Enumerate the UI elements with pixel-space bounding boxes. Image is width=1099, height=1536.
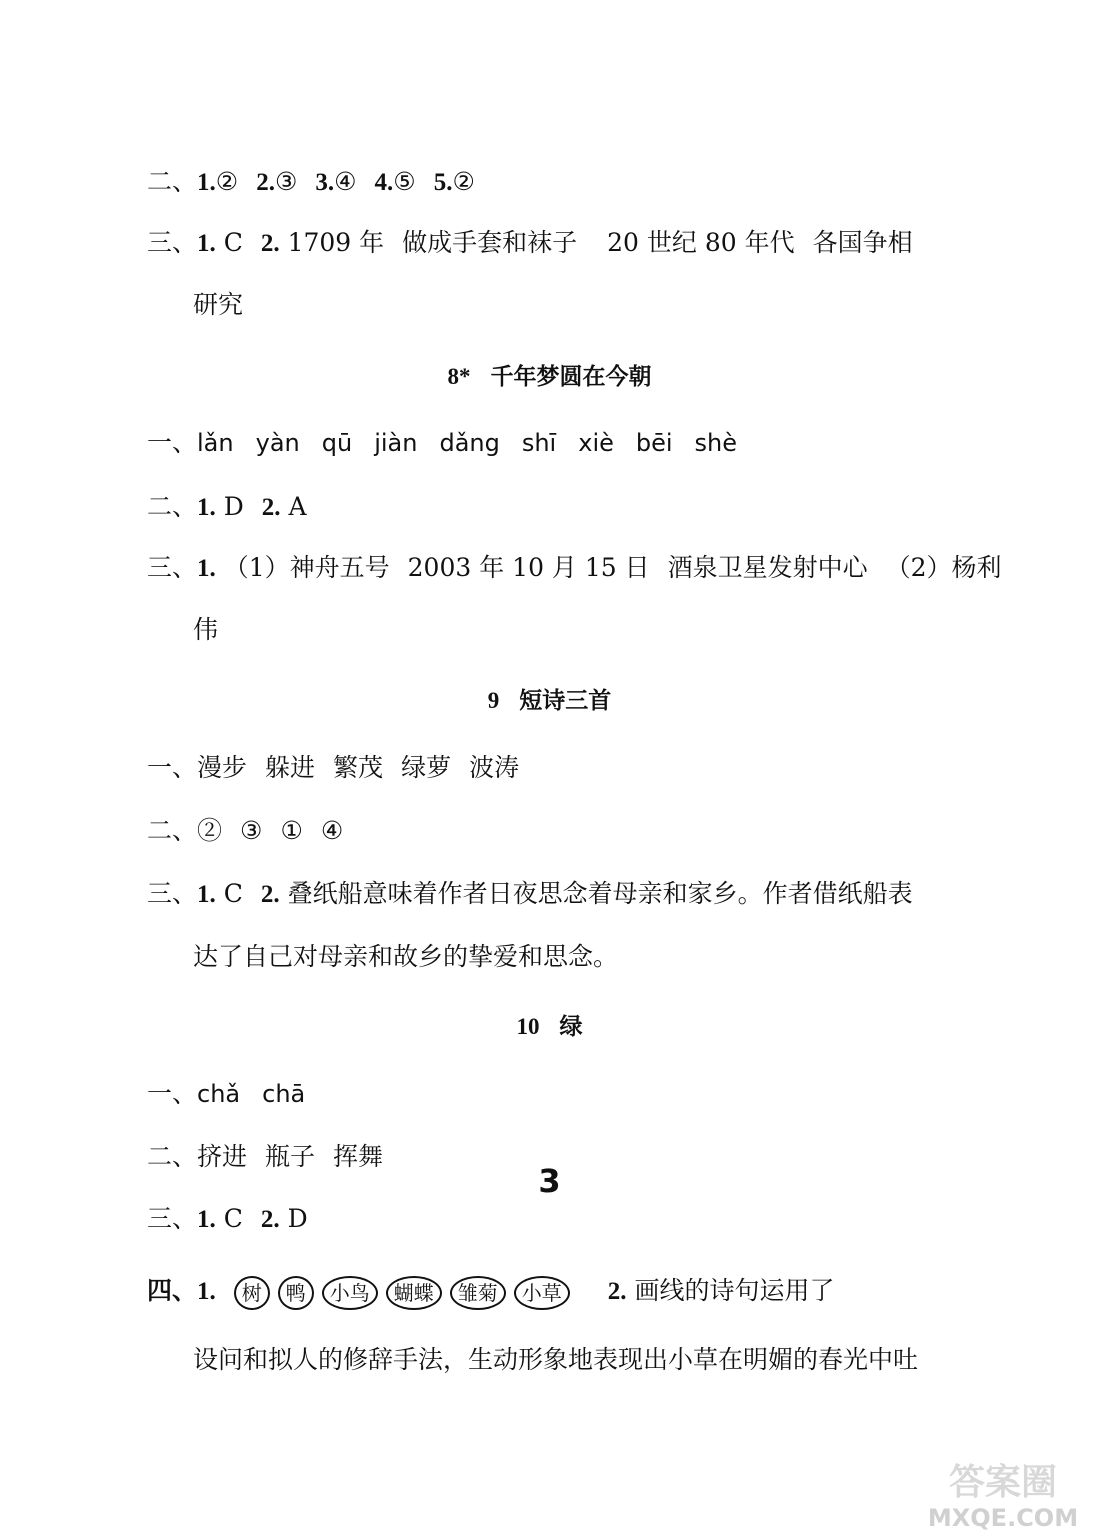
- answer-line-3-cont: 研究: [193, 290, 244, 319]
- watermark-logo: [915, 1452, 1091, 1532]
- circled-word: 雏菊: [450, 1276, 506, 1310]
- answer-line-3c: 三、1. C 2. 叠纸船意味着作者日夜思念着母亲和家乡。作者借纸船表: [147, 879, 913, 908]
- circled-word: 鸭: [278, 1276, 314, 1310]
- marks-line: 二、② ③ ① ④: [147, 816, 344, 845]
- answer-line-2b: 二、1. D 2. A: [147, 492, 307, 521]
- answer-line-3: 三、1. C 2. 1709 年 做成手套和袜子 20 世纪 80 年代 各国争相: [147, 228, 913, 257]
- section-heading-8: 8* 千年梦圆在今朝: [447, 364, 652, 390]
- words-line: 一、漫步 躲进 繁茂 绿萝 波涛: [147, 753, 520, 782]
- pinyin-line-2: 一、chǎ chā: [147, 1079, 306, 1108]
- answer-line-4: 四、1. 树 鸭 小鸟 蝴蝶 雏菊 小草 2. 画线的诗句运用了: [147, 1274, 834, 1310]
- watermark-bottom: MXQE.COM: [927, 1504, 1079, 1532]
- answer-line-3c-cont: 达了自己对母亲和故乡的挚爱和思念。: [193, 942, 619, 971]
- pinyin-line: 一、lǎn yàn qū jiàn dǎng shī xiè bēi shè: [147, 428, 738, 457]
- answer-line-3b: 三、1. （1）神舟五号 2003 年 10 月 15 日 酒泉卫星发射中心 （2）杨利: [147, 553, 1002, 582]
- circled-word: 小草: [514, 1276, 570, 1310]
- circled-word: 蝴蝶: [386, 1276, 442, 1310]
- section-heading-10: 10 绿: [516, 1014, 583, 1040]
- section-heading-9: 9 短诗三首: [487, 688, 612, 714]
- answer-line-3d: 三、1. C 2. D: [147, 1204, 308, 1233]
- words-line-2: 二、挤进 瓶子 挥舞: [147, 1142, 384, 1171]
- circled-word: 小鸟: [322, 1276, 378, 1310]
- answer-line-3b-cont: 伟: [193, 615, 219, 644]
- answer-line-4-cont: 设问和拟人的修辞手法，生动形象地表现出小草在明媚的春光中吐: [193, 1345, 919, 1374]
- circled-word: 树: [234, 1276, 270, 1310]
- watermark-top: 答案圈: [948, 1462, 1058, 1503]
- page-number: 3: [538, 1162, 561, 1200]
- answer-line-2: 二、1.② 2.③ 3.④ 4.⑤ 5.②: [147, 167, 475, 196]
